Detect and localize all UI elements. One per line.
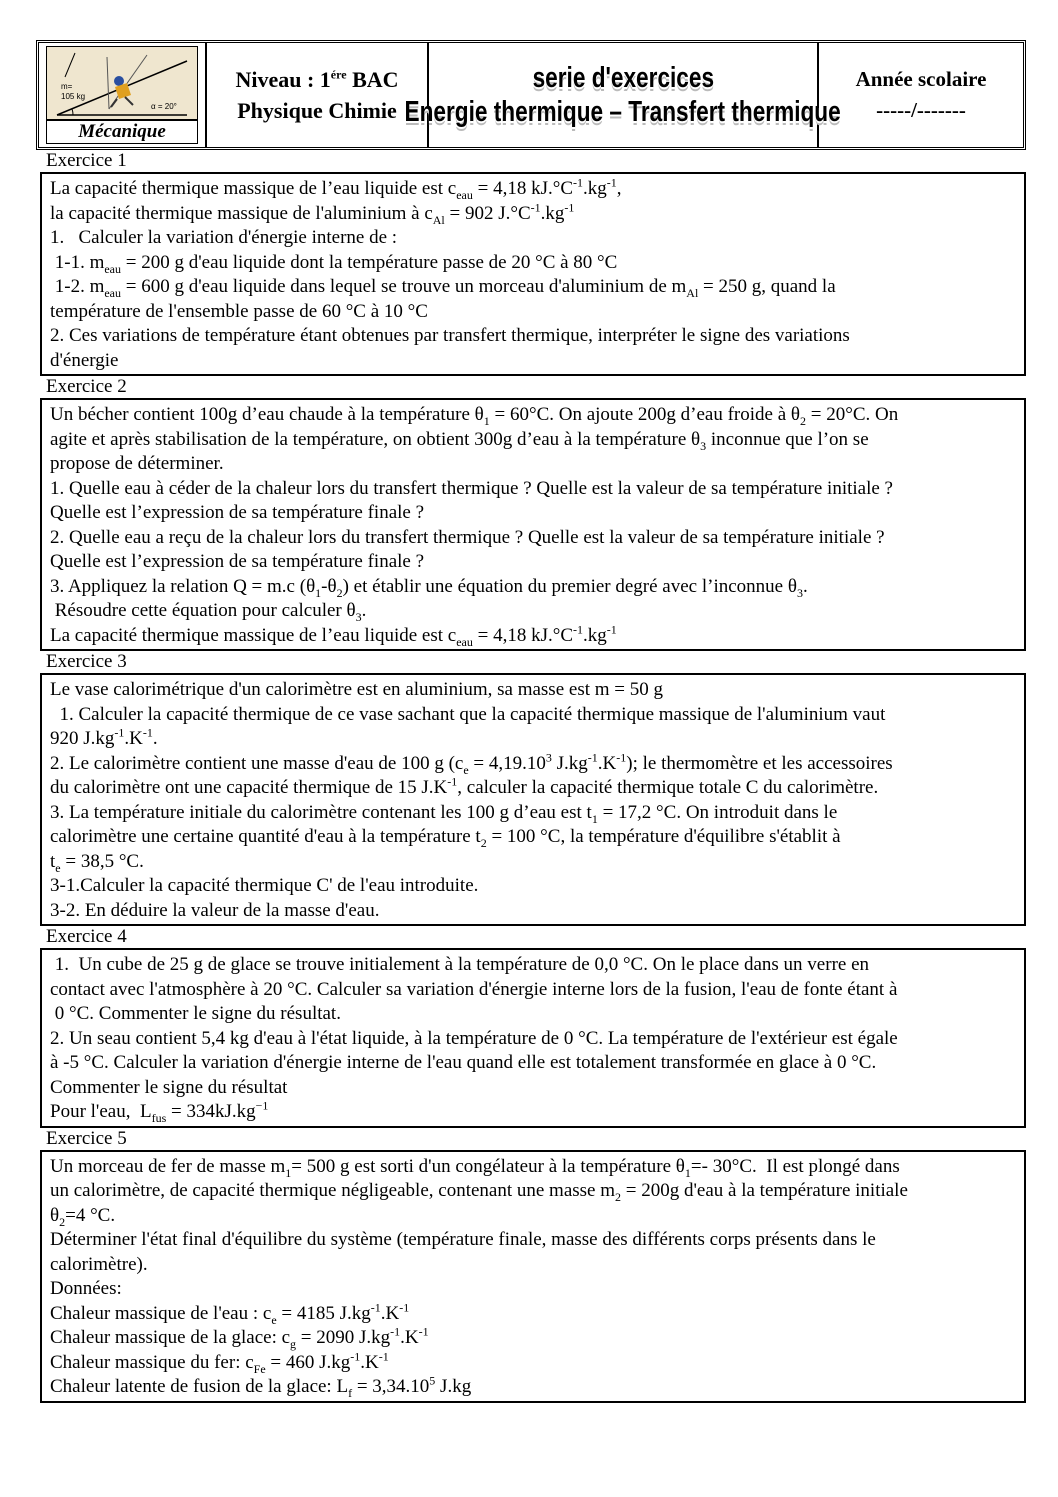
inclined-plane-illustration <box>47 47 197 121</box>
text-run: Chaleur massique de la glace: c <box>50 1327 291 1348</box>
worksheet-page <box>36 40 1026 1403</box>
superscript: -1 <box>399 1300 410 1315</box>
superscript: -1 <box>370 1300 381 1315</box>
exercise-title: Exercice 4 <box>46 926 127 947</box>
text-run: 3-1.Calculer la capacité thermique C' de l'eau introduite. <box>50 875 479 896</box>
exercise-line <box>50 1375 1016 1400</box>
exercise-line <box>50 251 1016 276</box>
text-run: 1. Calculer la variation d'énergie interne de : <box>50 227 398 248</box>
exercise-line <box>50 1326 1016 1351</box>
text-run: La capacité thermique massique de l’eau liquide est c <box>50 624 457 646</box>
exercise-line <box>50 1155 1016 1180</box>
text-run: = 100 °C, la température d'équilibre s'établit à <box>486 826 841 847</box>
subscript: 3 <box>796 585 803 600</box>
text-run: 3. La température initiale du calorimètre contenant les 100 g d’eau est t <box>50 801 592 823</box>
exercise-line <box>50 202 1016 227</box>
subscript: 2 <box>615 1189 622 1204</box>
subscript: 1 <box>483 413 490 428</box>
exercise-line <box>50 403 1016 428</box>
subscript: e <box>463 762 469 777</box>
subscript: e <box>271 1312 277 1327</box>
subscript: e <box>55 860 61 875</box>
text-run: = 250 g, quand la <box>698 276 836 297</box>
subscript: eau <box>456 187 473 202</box>
text-run: Quelle est l’expression de sa température finale ? <box>50 502 425 523</box>
series-title-line2: Energie thermique – Transfert thermique <box>404 96 842 128</box>
text-run: Le vase calorimétrique d'un calorimètre est en aluminium, sa masse est m = 50 g <box>50 679 663 700</box>
exercise-line <box>50 1027 1016 1052</box>
school-year-value: -----/------- <box>876 98 966 122</box>
text-run: . <box>361 600 367 621</box>
text-run: contact avec l'atmosphère à 20 °C. Calculer sa variation d'énergie interne lors de la fusion, l'eau de fonte étant à <box>50 978 898 1000</box>
text-run: = 4,18 kJ.°C <box>472 624 574 646</box>
text-run: t <box>50 850 56 872</box>
svg-text:105 kg: 105 kg <box>61 92 86 101</box>
level-prefix: Niveau : 1 <box>235 67 331 92</box>
exercise-line <box>50 1002 1016 1027</box>
exercise-line <box>50 703 1016 728</box>
text-run: = 4,18 kJ.°C <box>472 178 574 199</box>
subscript: 2 <box>480 835 487 850</box>
exercise-line <box>50 526 1016 551</box>
exercise-line <box>50 752 1016 777</box>
text-run: 2. Le calorimètre contient une masse d'eau de 100 g (c <box>50 752 464 774</box>
text-run: propose de déterminer. <box>50 453 224 474</box>
text-run: .K <box>360 1351 379 1373</box>
text-run: = 460 J.kg <box>265 1351 351 1373</box>
subscript: f <box>348 1385 353 1400</box>
text-run: Déterminer l'état final d'équilibre du système (température finale, masse des différents corps présents dans le <box>50 1229 876 1250</box>
subscript: eau <box>104 261 122 276</box>
subscript: 3 <box>700 438 707 453</box>
level-line <box>235 64 398 95</box>
subscript: Fe <box>253 1361 266 1376</box>
series-title-line1: serie d'exercices <box>532 62 714 94</box>
logo-label: Mécanique <box>47 119 197 143</box>
text-run: Un bécher contient 100g d’eau chaude à la température θ <box>50 404 484 425</box>
subscript: 1 <box>684 1165 691 1180</box>
text-run: température de l'ensemble passe de 60 °C à 10 °C <box>50 300 428 322</box>
text-run: ) et établir une équation du premier degré avec l’inconnue θ <box>342 575 797 597</box>
exercise-line <box>50 349 1016 374</box>
text-run: = 334kJ.kg <box>166 1101 256 1122</box>
text-run: 3-2. En déduire la valeur de la masse d'eau. <box>50 899 380 921</box>
text-run: La capacité thermique massique de l’eau liquide est c <box>50 178 457 199</box>
exercise-line <box>50 575 1016 600</box>
subject-line: Physique Chimie <box>237 98 397 123</box>
exercise-line <box>50 727 1016 752</box>
text-run: la capacité thermique massique de l'aluminium à c <box>50 202 433 224</box>
text-run: -θ <box>321 575 337 597</box>
text-run: 1-2. m <box>50 276 105 297</box>
exercise-line <box>50 624 1016 649</box>
exercise-line <box>50 477 1016 502</box>
exercise-line <box>50 678 1016 703</box>
exercise-line <box>50 1051 1016 1076</box>
text-run: .kg <box>583 624 607 646</box>
subscript: 2 <box>800 413 806 428</box>
text-run: .K <box>400 1327 419 1348</box>
exercise-line <box>50 501 1016 526</box>
superscript: -1 <box>573 622 584 637</box>
exercise-line <box>50 825 1016 850</box>
exercise-line <box>50 550 1016 575</box>
text-run: Commenter le signe du résultat <box>50 1076 288 1098</box>
level-superscript: ére <box>330 67 347 82</box>
exercise-line <box>50 850 1016 875</box>
text-run: = 902 J.°C <box>444 202 531 224</box>
text-run: Données: <box>50 1278 122 1299</box>
exercise-line <box>50 1100 1016 1125</box>
svg-text:m=: m= <box>61 82 73 91</box>
subscript: Al <box>432 212 445 227</box>
text-run: 920 J.kg <box>50 728 115 749</box>
exercise-line <box>50 953 1016 978</box>
text-run: 1. Calculer la capacité thermique de ce vase sachant que la capacité thermique massique de l'aluminium vaut <box>50 703 886 725</box>
text-run: Pour l'eau, L <box>50 1101 152 1122</box>
subscript: eau <box>456 634 473 649</box>
text-run: = 600 g d'eau liquide dans lequel se trouve un morceau d'aluminium de m <box>121 276 687 297</box>
text-run: =4 °C. <box>65 1204 116 1226</box>
exercise-line <box>50 452 1016 477</box>
text-run: à -5 °C. Calculer la variation d'énergie interne de l'eau quand elle est totalement transformée en glace à 0 °C. <box>50 1052 877 1073</box>
superscript: -1 <box>378 1349 389 1364</box>
exercise-box <box>40 948 1026 1128</box>
text-run: Chaleur latente de fusion de la glace: L <box>50 1376 349 1397</box>
exercise-line <box>50 428 1016 453</box>
subscript: 1 <box>591 811 598 826</box>
text-run: Résoudre cette équation pour calculer θ <box>50 600 356 621</box>
exercise-title: Exercice 1 <box>46 150 127 171</box>
text-run: J.kg <box>435 1376 472 1397</box>
text-run: Quelle est l’expression de sa température finale ? <box>50 551 425 572</box>
exercise-line <box>50 978 1016 1003</box>
exercise-line <box>50 599 1016 624</box>
exercise-list <box>36 150 1026 1403</box>
superscript: -1 <box>418 1324 429 1339</box>
text-run: .K <box>124 728 143 749</box>
subscript: g <box>290 1336 297 1351</box>
exercise-line <box>50 275 1016 300</box>
exercise-title: Exercice 3 <box>46 651 127 672</box>
svg-text:α = 20°: α = 20° <box>151 102 177 111</box>
subscript: 1 <box>285 1165 292 1180</box>
text-run: . <box>802 575 808 597</box>
series-title-cell <box>404 43 842 147</box>
superscript: -1 <box>616 750 627 765</box>
text-run: Un morceau de fer de masse m <box>50 1155 286 1177</box>
superscript: −1 <box>255 1098 269 1113</box>
text-run: = 200 g d'eau liquide dont la température passe de 20 °C à 80 °C <box>121 251 618 273</box>
logo-cell <box>39 43 207 147</box>
text-run: un calorimètre, de capacité thermique négligeable, contenant une masse m <box>50 1180 616 1201</box>
text-run: = 3,34.10 <box>352 1376 430 1397</box>
superscript: -1 <box>350 1349 361 1364</box>
text-run: du calorimètre ont une capacité thermique de 15 J.K <box>50 777 448 798</box>
exercise-box <box>40 398 1026 651</box>
school-year-cell <box>819 43 1023 147</box>
text-run: d'énergie <box>50 349 119 371</box>
exercise-line <box>50 1228 1016 1253</box>
text-run: 1. Quelle eau à céder de la chaleur lors du transfert thermique ? Quelle est la valeur de sa température initiale ? <box>50 477 893 499</box>
text-run: calorimètre). <box>50 1253 148 1275</box>
text-run: , calculer la capacité thermique totale C du calorimètre. <box>457 777 879 798</box>
text-run: = 4,19.10 <box>468 752 546 774</box>
exercise-line <box>50 300 1016 325</box>
text-run: .kg <box>540 202 565 224</box>
exercise-line <box>50 1351 1016 1376</box>
superscript: -1 <box>606 175 617 190</box>
text-run: = 17,2 °C. On introduit dans le <box>597 801 838 823</box>
exercise-line <box>50 1277 1016 1302</box>
text-run: 2. Ces variations de température étant obtenues par transfert thermique, interpréter le signe des variations <box>50 325 850 346</box>
superscript: -1 <box>587 750 598 765</box>
exercise-box <box>40 1150 1026 1403</box>
text-run: calorimètre une certaine quantité d'eau à la température t <box>50 826 481 847</box>
exercise-line <box>50 1253 1016 1278</box>
text-run: , <box>616 178 622 199</box>
text-run: inconnue que l’on se <box>706 428 869 450</box>
text-run: θ <box>50 1204 60 1226</box>
exercise-line <box>50 177 1016 202</box>
superscript: -1 <box>606 622 617 637</box>
exercise-line <box>50 1302 1016 1327</box>
text-run: = 60°C. On ajoute 200g d’eau froide à θ <box>489 404 800 425</box>
exercise-line <box>50 874 1016 899</box>
superscript: 5 <box>429 1373 436 1388</box>
superscript: 3 <box>545 750 552 765</box>
text-run: Chaleur massique de l'eau : c <box>50 1302 272 1324</box>
level-cell <box>207 43 429 147</box>
text-run: = 20°C. On <box>806 404 899 425</box>
subscript: eau <box>104 285 122 300</box>
superscript: -1 <box>142 725 153 740</box>
exercise-line <box>50 324 1016 349</box>
subscript: 2 <box>59 1214 66 1229</box>
text-run: 0 °C. Commenter le signe du résultat. <box>50 1003 341 1024</box>
text-run: = 200g d'eau à la température initiale <box>621 1180 908 1201</box>
superscript: -1 <box>447 774 458 789</box>
subscript: fus <box>151 1110 167 1125</box>
exercise-line <box>50 1179 1016 1204</box>
text-run: =- 30°C. Il est plongé dans <box>690 1155 900 1177</box>
text-run: = 38,5 °C. <box>60 850 144 872</box>
subscript: 3 <box>355 609 362 624</box>
text-run: .K <box>597 752 617 774</box>
text-run: . <box>152 728 158 749</box>
superscript: -1 <box>390 1324 401 1339</box>
exercise-line <box>50 1204 1016 1229</box>
text-run: 2. Un seau contient 5,4 kg d'eau à l'état liquide, à la température de 0 °C. La température de l'extérieur est égale <box>50 1027 898 1049</box>
text-run: J.kg <box>551 752 588 774</box>
header-table <box>36 40 1026 150</box>
text-run: ); le thermomètre et les accessoires <box>626 752 893 774</box>
text-run: Chaleur massique du fer: c <box>50 1351 254 1373</box>
text-run: 1. Un cube de 25 g de glace se trouve initialement à la température de 0,0 °C. On le place dans un verre en <box>50 954 870 975</box>
exercise-box <box>40 172 1026 376</box>
text-run: = 500 g est sorti d'un congélateur à la température θ <box>291 1155 685 1177</box>
text-run: = 2090 J.kg <box>296 1327 391 1348</box>
exercise-title: Exercice 2 <box>46 376 127 397</box>
text-run: agite et après stabilisation de la température, on obtient 300g d’eau à la température θ <box>50 428 701 450</box>
school-year-label: Année scolaire <box>855 67 987 91</box>
text-run: 2. Quelle eau a reçu de la chaleur lors du transfert thermique ? Quelle est la valeur de sa température initiale ? <box>50 526 885 548</box>
text-run: 3. Appliquez la relation Q = m.c (θ <box>50 575 316 597</box>
text-run: .kg <box>583 178 607 199</box>
superscript: -1 <box>530 200 541 215</box>
exercise-line <box>50 226 1016 251</box>
superscript: -1 <box>573 175 584 190</box>
subscript: Al <box>686 285 699 300</box>
text-run: .K <box>380 1302 400 1324</box>
exercise-title: Exercice 5 <box>46 1127 127 1149</box>
text-run: 1-1. m <box>50 251 105 273</box>
exercise-line <box>50 899 1016 924</box>
exercise-line <box>50 801 1016 826</box>
level-suffix: BAC <box>346 67 399 92</box>
mecanique-logo <box>46 46 198 144</box>
subscript: 1 <box>315 585 322 600</box>
superscript: -1 <box>114 725 125 740</box>
text-run: = 4185 J.kg <box>276 1302 371 1324</box>
exercise-box <box>40 673 1026 926</box>
exercise-line <box>50 776 1016 801</box>
superscript: -1 <box>564 200 575 215</box>
exercise-line <box>50 1076 1016 1101</box>
subscript: 2 <box>336 585 343 600</box>
